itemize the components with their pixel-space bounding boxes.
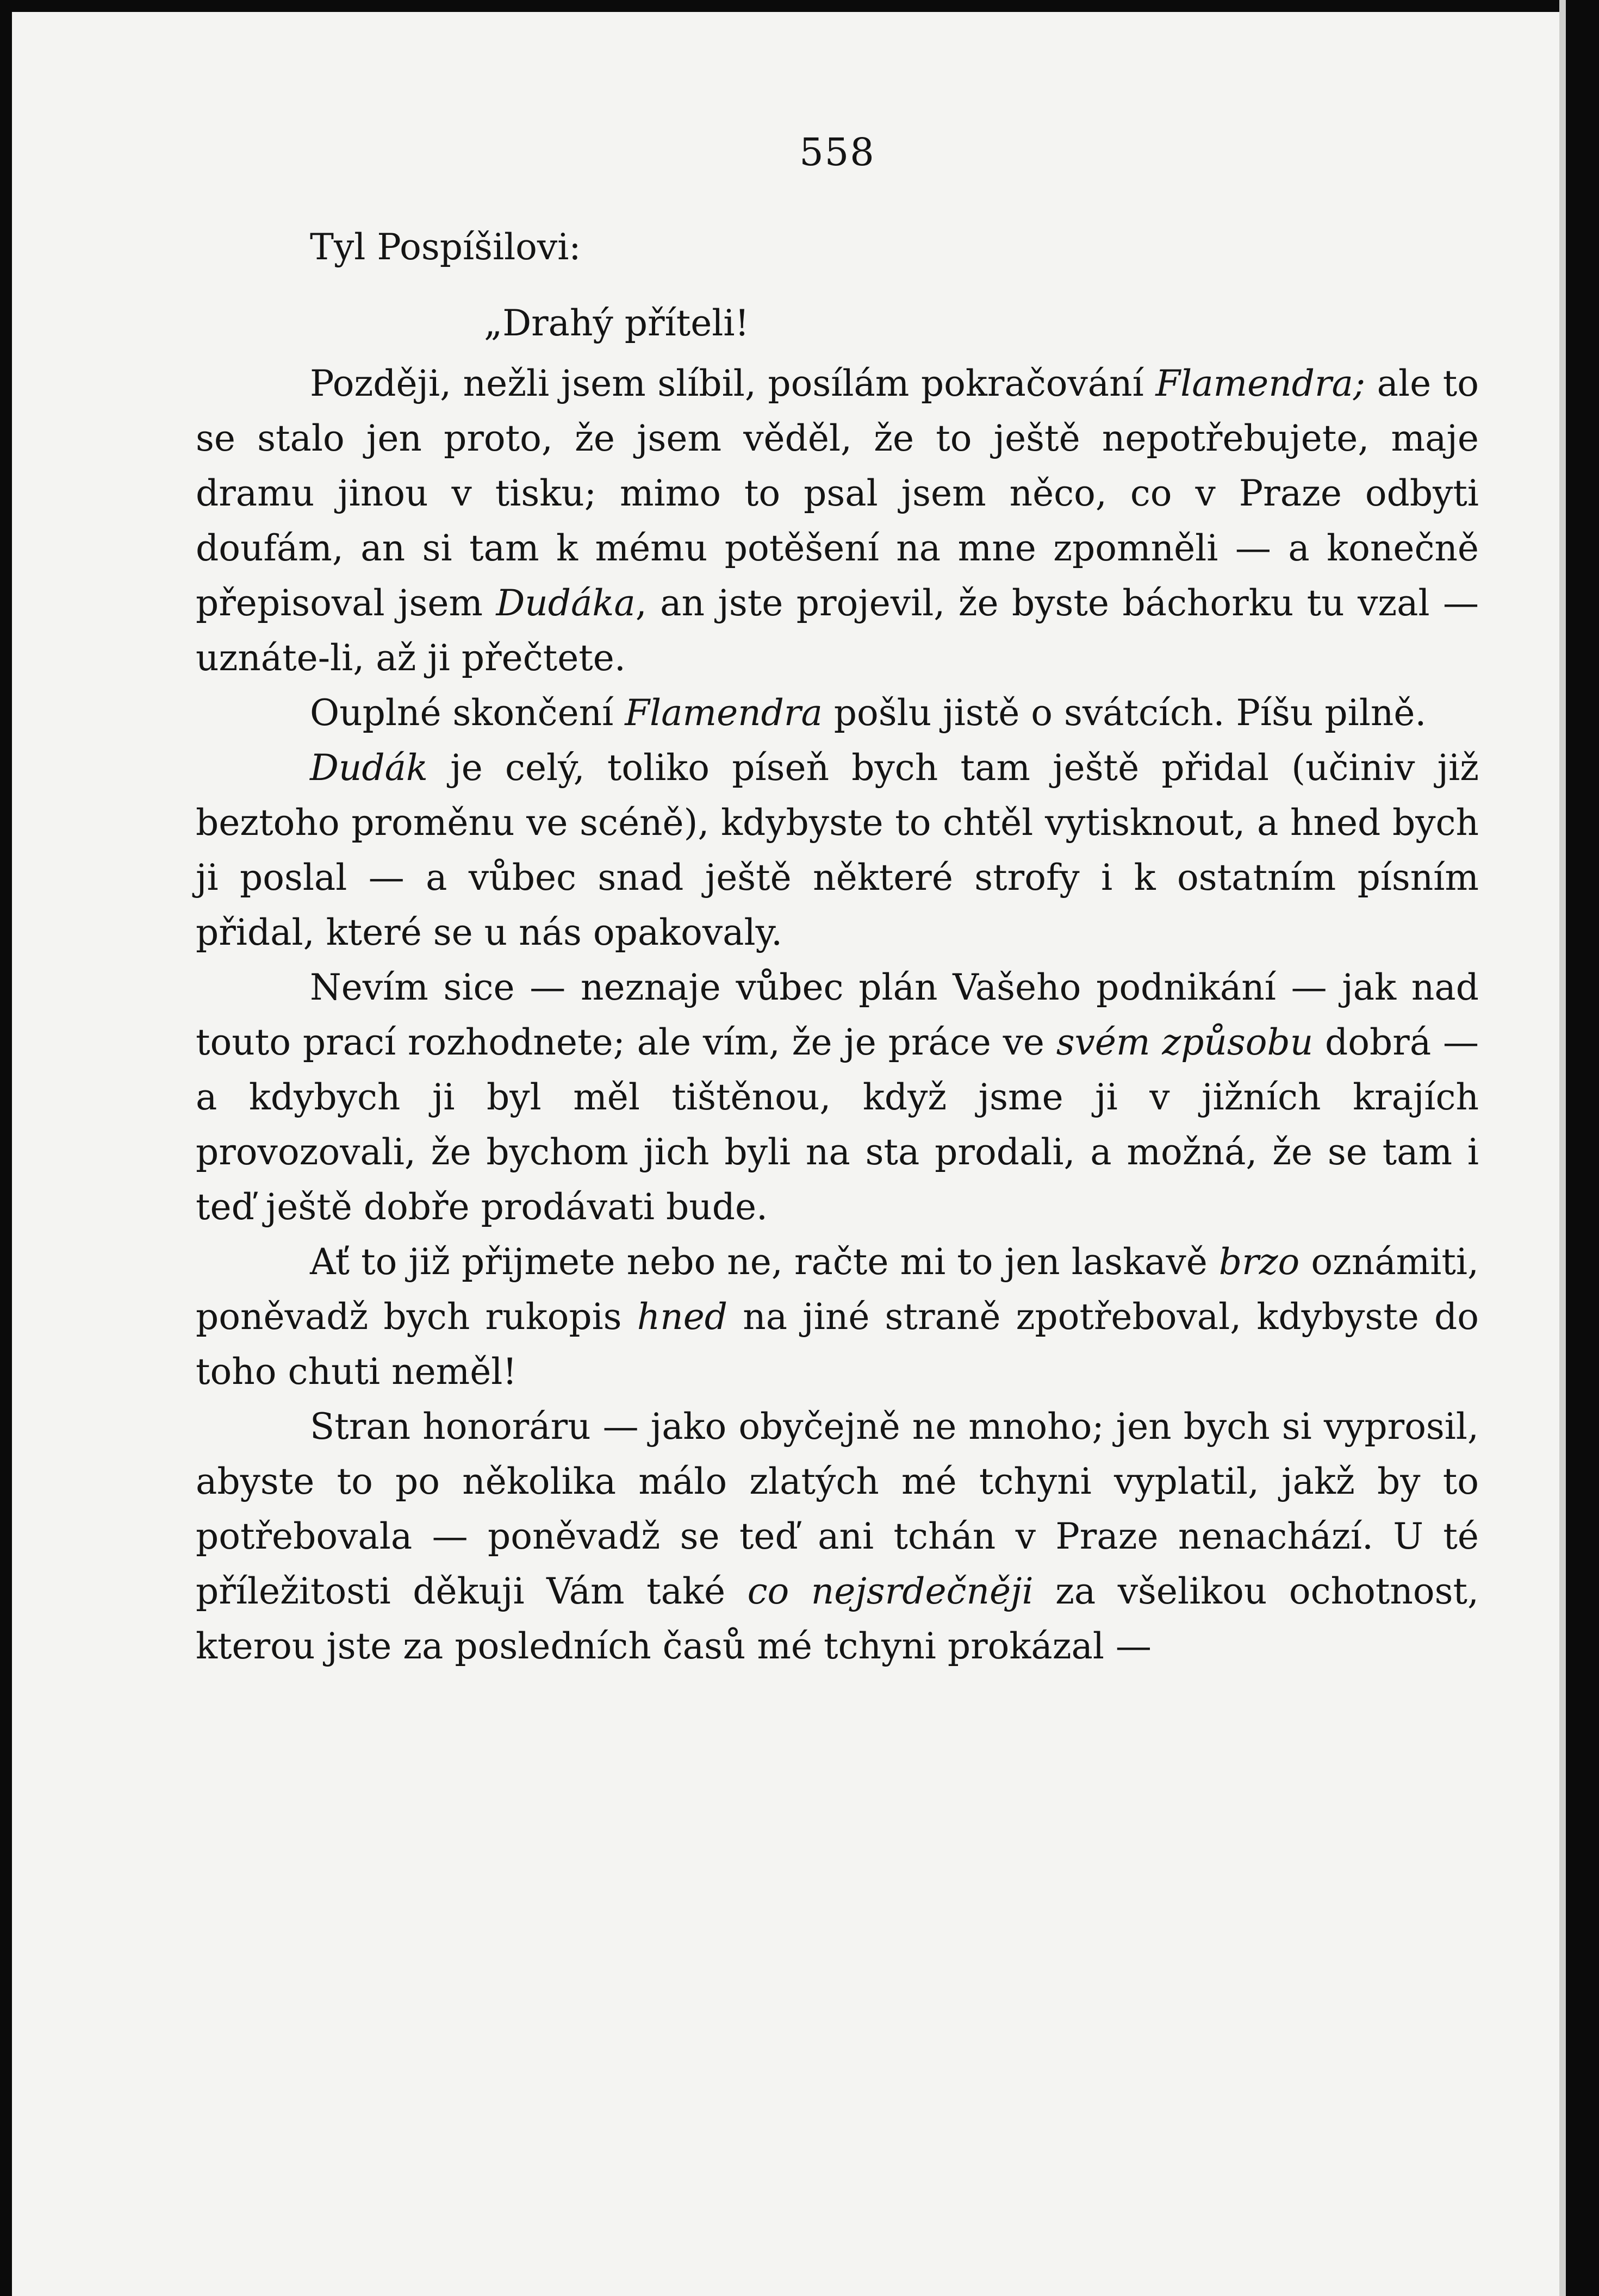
text-run: Stran honoráru — jako obyčejně ne mnoho; jen bych si vyprosil, abyste to po několika málo zlatých mé tchyni vyplatil, jakž by to potřebovala — poněvadž se teď ani tchán v Praze nenachází. U té příležitosti děkuji Vám také: [196, 1406, 1479, 1612]
text-run: Ať to již přijmete nebo ne, račte mi to jen laskavě: [310, 1241, 1219, 1283]
paragraph: [196, 960, 1479, 1234]
page-content: [196, 128, 1479, 1674]
italic-text: Dudáka: [496, 582, 636, 624]
italic-text: Flamendra;: [1155, 363, 1366, 404]
text-run: , an jste projevil, že byste báchorku tu vzal — uznáte-li, až ji přečtete.: [196, 582, 1479, 679]
scan-border-left: [0, 0, 12, 2296]
italic-text: brzo: [1218, 1241, 1300, 1283]
page-number: 558: [799, 130, 875, 174]
text-run: Později, nežli jsem slíbil, posílám pokračování: [310, 363, 1156, 404]
italic-text: Dudák: [310, 747, 428, 789]
paragraph: [196, 1234, 1479, 1399]
letter-salutation: „Drahý příteli!: [484, 302, 750, 344]
italic-text: svém způsobu: [1056, 1021, 1314, 1063]
italic-text: co nejsrdečněji: [747, 1570, 1034, 1612]
text-run: na jiné straně zpotřeboval, kdybyste do toho chuti neměl!: [196, 1296, 1479, 1393]
text-run: za všelikou ochotnost, kterou jste za posledních časů mé tchyni prokázal —: [196, 1570, 1479, 1667]
letter-body: [196, 356, 1479, 1674]
text-run: ale to se stalo jen proto, že jsem věděl, že to ještě nepotřebujete, maje dramu jinou v tisku; mimo to psal jsem něco, co v Praze odbyti doufám, an si tam k mému potěšení na mne zpomněli — a konečně přepisoval jsem: [196, 363, 1479, 624]
paragraph: [196, 356, 1479, 685]
letter-heading: Tyl Pospíšilovi:: [310, 226, 581, 268]
paragraph: [196, 1399, 1479, 1674]
scan-border-right: [1566, 0, 1599, 2296]
text-run: je celý, toliko píseň bych tam ještě přidal (učiniv již beztoho proměnu ve scéně), kdybyste to chtěl vytisknout, a hned bych ji poslal — a vůbec snad ještě některé strofy i k ostatním písním přidal, které se u nás opakovaly.: [196, 747, 1479, 953]
paragraph: [196, 740, 1479, 960]
paragraph: [196, 685, 1479, 740]
italic-text: hned: [637, 1296, 728, 1338]
text-run: Ouplné skončení: [310, 692, 625, 734]
text-run: dobrá — a kdybych ji byl měl tištěnou, když jsme ji v jižních krajích provozovali, že bychom jich byli na sta prodali, a možná, že se tam i teď ještě dobře prodávati bude.: [196, 1021, 1479, 1228]
italic-text: Flamendra: [625, 692, 823, 734]
text-run: oznámiti, poněvadž bych rukopis: [196, 1241, 1479, 1338]
text-run: pošlu jistě o svátcích. Píšu pilně.: [822, 692, 1427, 734]
text-run: Nevím sice — neznaje vůbec plán Vašeho podnikání — jak nad touto prací rozhodnete; ale vím, že je práce ve: [196, 966, 1479, 1063]
scan-border-top: [0, 0, 1599, 12]
